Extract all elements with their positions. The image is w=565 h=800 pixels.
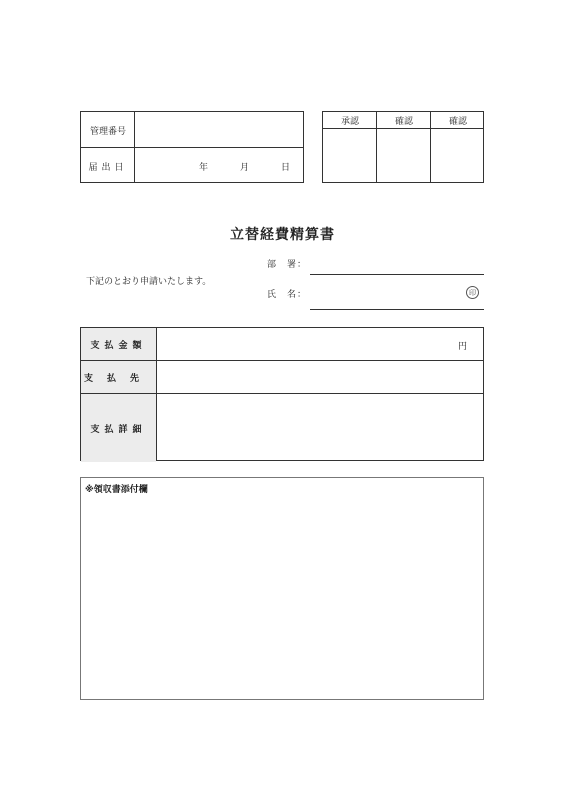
payment-details-field[interactable]: [157, 394, 483, 460]
receipt-attachment-label: ※領収書添付欄: [85, 485, 148, 495]
payment-details-label: 支払詳細: [81, 394, 156, 462]
control-number-field[interactable]: [135, 112, 303, 147]
seal-icon: 印: [466, 286, 479, 299]
receipt-attachment-area[interactable]: [80, 477, 484, 700]
payee-label: 支払先: [81, 361, 156, 394]
payment-amount-field[interactable]: [157, 328, 483, 360]
approval-stamp-box[interactable]: [323, 129, 376, 182]
registration-table: [80, 111, 304, 183]
name-field[interactable]: [310, 309, 484, 310]
month-label: 月: [240, 162, 250, 173]
confirm-stamp-box[interactable]: [431, 129, 483, 182]
approval-table: [322, 111, 484, 183]
payment-amount-label: 支払金額: [81, 328, 156, 361]
confirm-header: 確認: [394, 116, 413, 127]
department-label: 部 署：: [267, 260, 308, 270]
filing-date-label: 届出日: [88, 162, 128, 173]
payment-table: [80, 327, 484, 461]
divider: [81, 147, 303, 148]
department-field[interactable]: [310, 274, 484, 275]
control-number-label: 管理番号: [89, 126, 126, 137]
day-label: 日: [281, 162, 291, 173]
name-label: 氏 名：: [267, 290, 308, 300]
yen-unit: 円: [458, 342, 468, 352]
confirm-header: 確認: [448, 116, 467, 127]
payee-field[interactable]: [157, 361, 483, 393]
confirm-stamp-box[interactable]: [377, 129, 430, 182]
year-label: 年: [199, 162, 209, 173]
approval-header: 承認: [340, 116, 359, 127]
intro-text: 下記のとおり申請いたします。: [86, 277, 212, 287]
document-title: 立替経費精算書: [230, 227, 335, 243]
